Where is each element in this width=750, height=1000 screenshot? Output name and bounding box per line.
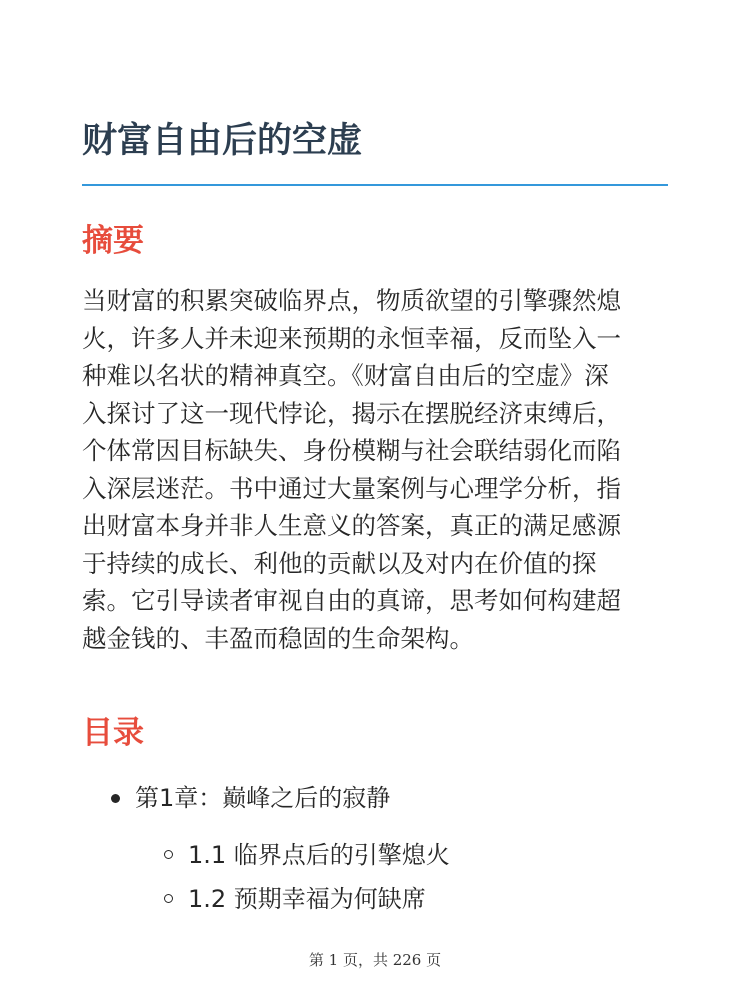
bullet-disc-icon	[111, 794, 120, 803]
summary-line: 火，许多人并未迎来预期的永恒幸福，反而坠入一	[82, 323, 621, 353]
summary-line: 出财富本身并非人生意义的答案，真正的满足感源	[82, 511, 621, 540]
toc-section-1-2[interactable]	[135, 877, 672, 921]
summary-line: 当财富的积累突破临界点，物质欲望的引擎骤然熄	[82, 286, 621, 315]
summary-line: 越金钱的、丰盈而稳固的生命架构。	[82, 623, 474, 653]
page-number-footer: 第 1 页，共 226 页	[308, 951, 442, 969]
summary-line: 种难以名状的精神真空。《财富自由后的空虚》深	[82, 361, 609, 390]
toc-section-label: 1.2 预期幸福为何缺席	[188, 885, 426, 913]
toc-section-list	[135, 833, 672, 921]
summary-line: 索。它引导读者审视自由的真谛，思考如何构建超	[82, 586, 621, 615]
toc-heading: 目录	[82, 715, 144, 751]
table-of-contents	[82, 776, 672, 921]
summary-line: 入深层迷茫。书中通过大量案例与心理学分析，指	[82, 473, 621, 503]
summary-paragraph	[82, 282, 672, 657]
bullet-circle-icon	[164, 894, 173, 903]
toc-section-1-1[interactable]	[135, 833, 672, 877]
summary-line: 入探讨了这一现代悖论，揭示在摆脱经济束缚后，	[82, 398, 621, 428]
summary-heading: 摘要	[82, 223, 144, 259]
summary-line: 于持续的成长、利他的贡献以及对内在价值的探	[82, 548, 597, 578]
title-divider	[82, 184, 668, 186]
toc-section-label: 1.1 临界点后的引擎熄火	[188, 841, 450, 869]
bullet-circle-icon	[164, 850, 173, 859]
toc-chapter-label: 第1章：巅峰之后的寂静	[135, 784, 391, 812]
summary-line: 个体常因目标缺失、身份模糊与社会联结弱化而陷	[82, 436, 621, 465]
toc-chapter-1[interactable]	[82, 776, 672, 921]
document-title: 财富自由后的空虚	[82, 121, 363, 161]
